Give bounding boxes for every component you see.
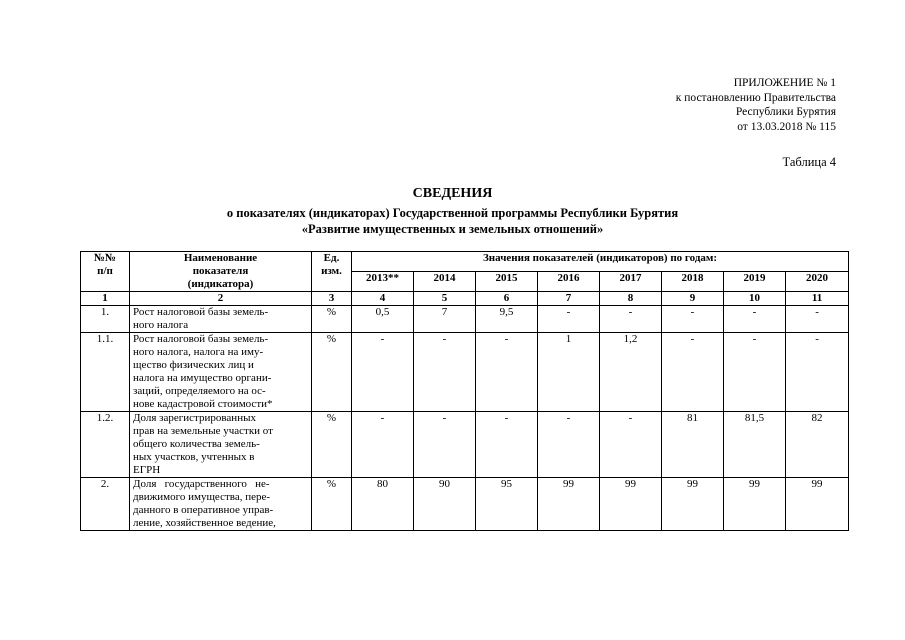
header-name: Наименование показателя (индикатора): [130, 252, 312, 292]
column-number: 9: [662, 292, 724, 306]
row-number: 1.1.: [81, 333, 130, 412]
value-cell: -: [414, 333, 476, 412]
table-row: [81, 412, 849, 478]
value-cell: -: [662, 306, 724, 333]
value-cell: 80: [352, 478, 414, 531]
header-year: 2015: [476, 272, 538, 292]
value-cell: 99: [600, 478, 662, 531]
column-number: 7: [538, 292, 600, 306]
value-cell: 99: [786, 478, 849, 531]
header-row: [81, 252, 849, 272]
annex-ref: к постановлению Правительства: [675, 91, 836, 104]
value-cell: -: [786, 333, 849, 412]
document-subtitle: о показателях (индикаторах) Государственной программы Республики Бурятия: [226, 206, 679, 220]
value-cell: 81: [662, 412, 724, 478]
header-year: 2019: [724, 272, 786, 292]
value-cell: 0,5: [352, 306, 414, 333]
header-year: 2018: [662, 272, 724, 292]
value-cell: 95: [476, 478, 538, 531]
table-row: [81, 478, 849, 531]
value-cell: 82: [786, 412, 849, 478]
value-cell: 1,2: [600, 333, 662, 412]
value-cell: -: [352, 412, 414, 478]
column-number: 8: [600, 292, 662, 306]
column-number: 1: [81, 292, 130, 306]
value-cell: 7: [414, 306, 476, 333]
value-cell: -: [476, 412, 538, 478]
indicators-table: [80, 251, 849, 531]
indicator-name: Доля зарегистрированных прав на земельные участки от общего количества земель- ных участков, учтенных в ЕГРН: [130, 412, 312, 478]
value-cell: 99: [538, 478, 600, 531]
annex-block: [676, 76, 836, 134]
header-num: №№ п/п: [81, 252, 130, 292]
value-cell: 90: [414, 478, 476, 531]
column-numbers-row: [81, 292, 849, 306]
annex-date: от 13.03.2018 № 115: [737, 120, 836, 133]
value-cell: -: [600, 412, 662, 478]
row-number: 1.: [81, 306, 130, 333]
header-year: 2013**: [352, 272, 414, 292]
value-cell: -: [600, 306, 662, 333]
header-year: 2014: [414, 272, 476, 292]
value-cell: -: [724, 333, 786, 412]
column-number: 5: [414, 292, 476, 306]
column-number: 6: [476, 292, 538, 306]
annex-ref: Республики Бурятия: [735, 106, 836, 118]
column-number: 3: [312, 292, 352, 306]
value-cell: 99: [662, 478, 724, 531]
column-number: 4: [352, 292, 414, 306]
unit-cell: %: [312, 478, 352, 531]
value-cell: -: [414, 412, 476, 478]
table-label: Таблица 4: [782, 155, 836, 169]
unit-cell: %: [312, 412, 352, 478]
annex-title: ПРИЛОЖЕНИЕ № 1: [733, 77, 836, 89]
table-row: [81, 306, 849, 333]
indicator-name: Рост налоговой базы земель- ного налога: [130, 306, 312, 333]
row-number: 2.: [81, 478, 130, 531]
header-values-caption: Значения показателей (индикаторов) по годам:: [352, 252, 849, 272]
value-cell: -: [724, 306, 786, 333]
value-cell: -: [476, 333, 538, 412]
value-cell: 9,5: [476, 306, 538, 333]
document-title: СВЕДЕНИЯ: [412, 186, 493, 201]
value-cell: 99: [724, 478, 786, 531]
header-unit: Ед. изм.: [312, 252, 352, 292]
column-number: 10: [724, 292, 786, 306]
value-cell: -: [538, 306, 600, 333]
value-cell: -: [538, 412, 600, 478]
value-cell: -: [662, 333, 724, 412]
header-year: 2016: [538, 272, 600, 292]
indicator-name: Доля государственного не- движимого имущества, пере- данного в оперативное управ- ление, хозяйственное ведение,: [130, 478, 312, 531]
unit-cell: %: [312, 333, 352, 412]
value-cell: 81,5: [724, 412, 786, 478]
value-cell: -: [786, 306, 849, 333]
row-number: 1.2.: [81, 412, 130, 478]
value-cell: -: [352, 333, 414, 412]
header-year: 2020: [786, 272, 849, 292]
indicator-name: Рост налоговой базы земель- ного налога, налога на иму- щество физических лиц и налога на имущество органи- заций, определяемого на ос- нове кадастровой стоимости*: [130, 333, 312, 412]
table-row: [81, 333, 849, 412]
column-number: 2: [130, 292, 312, 306]
value-cell: 1: [538, 333, 600, 412]
unit-cell: %: [312, 306, 352, 333]
header-year: 2017: [600, 272, 662, 292]
column-number: 11: [786, 292, 849, 306]
program-name: «Развитие имущественных и земельных отношений»: [301, 222, 604, 236]
